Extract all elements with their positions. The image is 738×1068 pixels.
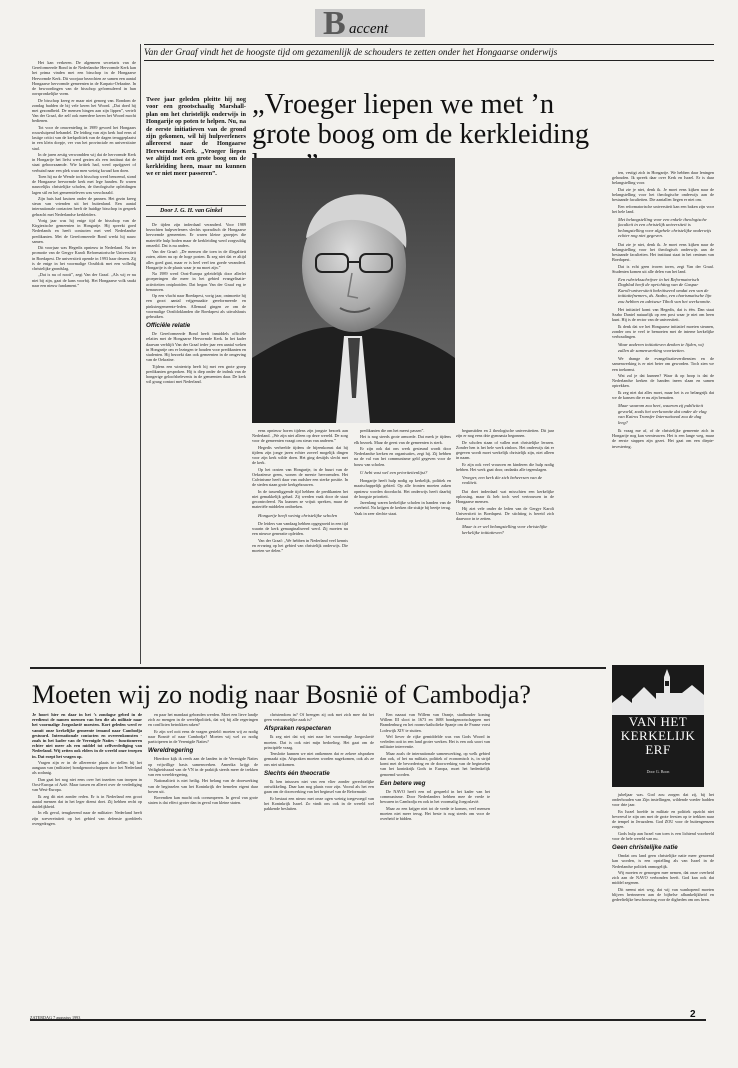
paragraph: Gods hulp aan Israel van toen is een lichtend voorbeeld voor de hele wereld van nu. [612,830,714,841]
paragraph: Een nazaat van Willem van Oranje, stadhouder koning Willem III sloot in 1673 en 1688 bondgenootschappen met Brandenburg en het rooms-katholieke Spanje om de Franse vorst Lodewijk XIV te stuiten. [380,712,490,733]
paragraph: Tijdens een wintertrip heeft hij met een grote groep predikanten gesproken. Hij is diep onder de indruk van de hongerige geloofsbelevenis in de gemeenten daar. De kerk wil graag contact met Nederland. [146,363,246,385]
paragraph: Hongarije heeft hulp nodig op kerkelijk, politiek en maatschappelijk gebied. Op alle fronten moeten zaken opnieuw worden doordacht. Het onderwijs heeft daarbij de hoogste prioriteit. [354,478,451,499]
paragraph: Dit neemt niet weg, dat wij van wanhopend moeten blijven herinneren aan de bijbelse afhankelijkheid en gedeeltelijke beschouwing voor de digheden om ons heen. [612,886,714,903]
paragraph: De scholen staan of vallen met christelijke leraren. Zonder hen is het hele werk zinloos. Het onderwijs dat er gegeven wordt moet werkelijk christelijk zijn, niet alleen in naam. [456,439,554,461]
middle-column-1 [146,222,246,662]
paragraph: Een reformatorische universiteit kan een baken zijn voor het hele land. [612,203,714,214]
paragraph: Na 1989 werd Oost-Europa geleidelijk door allerlei groeperingen die meer in het gebied evangelisatie-activiteiten ontplooiden. Dat begon Van der Graaf erg te benauwen. [146,271,246,292]
paragraph: Het initiatief komt van Hegedis, dat is één. Dan staat Szabo Daniel natuurlijk op een post waar je niet om heen kunt. Hij is de rector van de universiteit. [612,307,714,323]
paragraph: Hegedis verheelde tijdens de bijeenkomst dat hij tijdens zijn jonge jaren echter zoveel mogelijk dingen voor zijn kerk wilde doen. Het ging destijds slecht met de kerk. [252,444,348,466]
paragraph: Dat doet inderdaad wat misschien een kerkelijke oplossing, maar ik heb toch veel vertrouwen in de Hongaarse mensen. [456,488,554,505]
paragraph: Bovendien kan macht ook corrumperen. In geval van grote staten is dat effect groter dan in geval van kleine staten. [148,795,258,806]
paragraph: Dan gaat het nog niet eens over het inzetten van troepen in Oost-Europa of Azië. Maar tussen en allerei over de verdediging van West-Europa. [32,776,142,793]
paragraph: Hij ziet vele onder de leden van de Gergyr Karoli Universiteit in Boedapest. De stichting is bereid zich daarvoor in te zetten. [456,505,554,522]
paragraph: In de jaren zestig verwondden wij dat de hervormde Kerk in Hongarije het liefst werd gezien als een instituut dat de staat gehoorzaamde. Wie kritiek had, werd opzijgezet of verhuisd naar een plek waar men weinig kwaad kon doen. [32,152,136,173]
paragraph: De tijden zijn inderdaad veranderd. Voor 1989 bezochten hulpverleners slechts sporadisch de Hongaarse hervormde gemeenten. Er waren kleine groepjes die materiële hulp boden maar de kerkleiding werd zorgvuldig omzeild. Dat is nu anders. [146,222,246,248]
subheading: Wereldregering [148,747,194,755]
paragraph: Je hoort hier en daar in het ’s zondagse gebed in de eredienst de namen noemen van hen die als militair naar het voormalige Joegoslavië moesten. Kort geleden werd er vanuit onze kerkelijke gemeente iemand naar Cambodja gestuurd. Internationale contacten en overeenkomsten - zoals in het kader van de Verenigde Naties - functioneren echter niet meer als een middel tot zelfverdediging van Nederland. Wij zetten ook elders in de wereld onze troepen in. Dat roept het vragen op. [32,712,142,759]
footer-rule [30,1019,706,1021]
footer-date: ZATERDAG 7 augustus 1993 [30,1015,81,1020]
article2-column-4 [380,712,490,1012]
byline-rule [146,205,246,206]
paragraph: Vragen zijn er in de allereerste plaats te stellen bij het aangaan van (militaire) bondgenootschappen door het Nederland als zodanig. [32,760,142,776]
article2-column-2 [148,712,258,1012]
paragraph: en paar het mandaat gebonden werden. Moet een lieve landje zich zo mengen in de wereldpolitiek, dat wij bij alle regeringen en conflicten betrokken raken? [148,712,258,728]
portrait-photo [252,158,455,423]
pull-question: Vroeger, een kerk die zich beheersen van de realiteit. [462,475,543,486]
paragraph: Hierdoor kijk ik reeds aan de landen in de Verenigde Naties op vrijwillige basis samenwerken. Amerika krijgt de Veiligheidsraad van de VN in de praktijk steeds meer de trekken van een wereldregering. [148,756,258,778]
paragraph: Van der Graaf: „De mensen die toen in de illegaliteit zaten, zitten nu op de hoge posten. Ik zeg niet dat er altijd alles goed gaat, maar er is heel veel ten goede veranderd. Hongarije is de plaats waar je nu moet zijn.” [146,249,246,270]
paragraph: Nationaliteit is niet heilig. Het belang van de doorwerking van de beginselen van het Koninkrijk der hemelen eigent daar boven uit. [148,778,258,794]
paragraph: Ik zeg niet dat alles moet, maar het is zo belangrijk dat we de kansen die er nu zijn benutten. [612,389,714,401]
paragraph: Ik zeg niet dat wij niet naar het voormalige Joegoslavië moeten. Dat is ook niet mijn bedoeling. Het gaat om de principiële vraag. [264,734,374,750]
article2-column-5 [612,792,714,1012]
paragraph: Op een vlucht naar Boedapest, vorig jaar, ontmoette hij een groot aantal vrijgemaakte gereformeerde en pinkstergemeente-leden. Allemaal gingen ze om de voormalige Oostbloklanden die Boedapest als uitvalsbasis gebruiken. [146,293,246,320]
subheading: Een betere weg [380,779,426,787]
paragraph: ten, vestigt zich in Hongarije. We hebben daar leningen gehouden. Ik spreek daar over Kerk en Israel. Er is daar belangstelling voor. [612,170,714,186]
paragraph: Op het oosten van Hongarije, in de buurt van de Oekraïense grens, wonen de meeste hervormden. Het Calvinisme heeft daar van oudsher een sterke positie. In de steden staan grote kerkgebouwen. [252,466,348,488]
subheading: Officiële relatie [146,322,191,330]
article2-column-1 [32,712,142,1012]
accent-logo: B accent [315,9,425,49]
article-lead: Twee jaar geleden pleitte hij nog voor een grootschaalig Marshall-plan om het christelijk onderwijs in Hongarije op poten te helpen. Nu, na de eerste initiatieven van de grond zijn gekomen, wil hij hulpverleners allereerst naar de Hongaarse Hervormde Kerk. „Vroeger liepen we altijd met een grote boog om de kerkleiding heen, maar nu kunnen we er niet meer passeren”. [146,96,246,178]
paragraph: Tot voor de omwenteling in 1989 gevoed het Hongaars rouwsluipend behandel. De leiding van zijn kerk had eens al lastige critici van de kerkpolitiek van de dagen teruggeplaatst in een klein dorpje, ver van het provinciale en universitaire stad. [32,124,136,151]
pull-question: Maar waarom zou heet, waarom zij publiciteit gevoeld, zoals het werkcomite dat onder de vlag van Kairos Transfer International zou de dag leeg? [618,403,707,425]
paragraph: jubeljaar was. God zou zorgen dat zij, bij het onderhouden van Zijn instellingen, wildende voeder hadden voor drie jaar. [612,792,714,808]
paragraph: De leiders van vandaag hebben opgegroeid in een tijd waarin de kerk gemarginaliseerd werd. Zij moeten nu een nieuwe generatie opleiden. [252,521,348,537]
header-rule [144,44,714,45]
article2-title: Moeten wij zo nodig naar Bosnië of Cambodja? [32,680,531,709]
paragraph: Dit voorjaar was Hegedis opnieuw in Nederland. Nu ter promotie van de Gergyr Karoli Reformatorische Universiteit in Boedapest. De universiteit opende in 1993 haar deuren. Zij is de enige in het voormalige Oostblok met een volledig christelijke grondslag. [32,245,136,272]
paragraph: Wel liever de rijke gemiddelde was van Gods Woord in verleden ooit in een land groter werken. Het is een ook soort van militaire interventie. [380,734,490,750]
paragraph: Dat is echt geen ivoren toren, zegt Van der Graaf. Studenten komen uit alle delen van het land. [612,263,714,274]
paragraph: In elk geval, terugkerend naar de militaire: Nederland heeft zijn soevereiniteit op het gebied van defensie goeddeels overgedragen. [32,810,142,826]
paragraph: Wij moeten er genoegen mee nemen, dat onze overheid zich aan de NAVO verbonden heeft. God kan ook dat middel zegenen. [612,870,714,886]
church-silhouette-icon [612,665,704,715]
paragraph: Ik denk dat we het Hongaarse initiatief moeten steunen, zonder ons te veel te bemoeien met de interne kerkelijke verhoudingen. [612,323,714,340]
byline-rule-2 [146,216,246,217]
paragraph: Dat zie je niet, denk ik. Je moet eens kijken naar de belangstelling voor het theologische onderwijs aan de bestaande faculteiten. Die aantallen liegen er niet om. [612,186,714,203]
paragraph: Toen hij na de Wende toch bisschop werd benoemd, stond de Hongaarse hervormde kerk met lege handen. Er waren nauwelijks christelijke scholen, de theologische opleidingen lagen stil en het gemeenteleven was verschraald. [32,174,136,195]
page-number: 2 [690,1009,696,1020]
paragraph: Tenslotte kunnen we niet ontkennen dat er zekere afspraken gemaakt zijn. Afspraken moeten worden nagekomen, ook als ze ons niet uitkomen. [264,751,374,767]
pull-question: U hebt vast wel een prioriteitenlijst? [360,469,428,475]
paragraph: Maar zo een krijger niet tot de vrede te komen, veel mensen moeten niet meer terug. Het beste is nog steeds om voor de overheid te bidden. [380,805,490,822]
middle-column-4 [456,428,554,662]
column-divider [140,44,141,664]
pull-question: Maar is er wel belangstelling voor christelijke kerkelijke initiatieven? [462,524,548,535]
paragraph: Jarenlang waren kerkelijke scholen in handen van de overheid. Nu krijgen de kerken die stukje bij beetje terug. Vaak in zeer slechte staat. [354,500,451,516]
right-column [612,170,714,662]
pull-question: Met belangstelling voor een enkele theologische faculteit in een christelijk universiteit is belangstelling voor algehele christelijke onderwijs echter nog niet gegeven. [618,217,712,239]
paragraph: christendom in? Of brengen zij ook met zich mee dat het geen vertrouwelijke zaak is? [264,712,374,723]
paragraph: Dat zie je niet, denk ik. Je moet eens kijken naar de belangstelling voor het theologisch onderwijs aan de bestaande faculteiten. Het instituut staat in het centrum van Boedapest. [612,241,714,263]
paragraph: Ik zeg dit niet zonder reden. Er is in Nederland een groot aantal mensen dat in het leger dienst doet. Zij hebben recht op duidelijkheid. [32,793,142,810]
subheading: Slechts één theocratie [264,769,330,777]
paragraph: En Israel hoefde in militair en politiek opzicht niet bevreesd te zijn om met de grote feesten op te trekken naar de tempel in Jeruzalem. God ZOU voor de buitengrenzen zorgen. [612,808,714,830]
paragraph: De NAVO heeft een rol gespeeld in het kader van het communisme. Door Nederlanders hebben mee de vrede te bewaren in Cambodja en ook in het voormalig Joegoslavië. [380,788,490,805]
article-deck: Van der Graaf vindt het de hoogste tijd om gezamenlijk de schouders te zetten onder het Hongaarse onderwijs [144,48,558,58]
paragraph: eens opnieuw horen tijdens zijn jongste bezoek aan Nederland. „We zijn niet alleen op deze wereld. De zorg voor de gemeenten vraagt om steun van anderen.” [252,428,348,444]
paragraph: Er zijn ook veel vrouwen en kinderen die hulp nodig hebben. Het werk gaat door, ondanks alle tegenslagen. [456,461,554,472]
column-logo-box [612,665,704,787]
paragraph: In de tussenliggende tijd hebben de predikanten het niet gemakkelijk gehad. Zij werden vaak door de staat gecontroleerd. Nu kunnen ze vrijuit spreken, maar de materiële middelen ontbreken. [252,488,348,510]
paragraph: Zijn huis had kruisen onder de pannen. Het gezin kreeg steun van vrienden uit het buitenland. Een aantal internationale contacten heeft de huidige bisschop in gesprek gebracht met Nederlandse kerkleiders. [32,196,136,217]
paragraph: Er zijn ook dat ons werk gesteund wordt door Nederlandse kerken en organisaties, zegt hij. Zij hebben na de val van het communisme geld gegeven voor de bouw van scholen. [354,445,451,467]
pull-question: Waar anderen initiatieven denken te lijden, wij zullen de samenwerking voortzetten. [618,342,704,353]
paragraph: Er bestaat een nieuw met onze ogen weinig toegevoegd van het Koninkrijk Israel. Zo vindt ons ook in de wereld wel pakkende besluiten. [264,795,374,812]
article2-column-3 [264,712,374,1012]
byline: Door J. G. H. van Ginkel [160,208,223,214]
paragraph: predikanten die om het meest passen”. [360,428,425,433]
pull-question: Een rubrieksschrijver in het Reformatorisch Dagblad heeft de oprichting van de Gaspar Karoli-universiteit bekritiseerd omdat een van de initiatiefnemers, ds. Szabo, een charismatische lijn zou hebben en adviseur Tiboli van het werkcomite. [618,277,712,304]
paragraph: Het kan verkeren. De algemeen secretaris van de Gereformeerde Bond in de Nederlandse Hervormde Kerk kan het prima vinden met een bisschop in de Hongaarse Hervormde Kerk. Dit voorjaar bezochten ze samen een aantal Hongaarse hervormde gemeenten in de Karpato-Oekraïne. In de bewoordingen van de bisschop geformuleerd in hun oorspronkelijke vorm. [32,60,136,97]
paragraph: De Gereformeerde Bond heeft inmiddels officiële relaties met de Hongaarse Hervormde Kerk. In het kader daarvan verblijft Van der Graaf ieder jaar een aantal weken in Hongarije om er lezingen te houden voor predikanten en studenten. Hij bezoekt dan ook gemeenten in de omgeving van de Oekraïne. [146,331,246,363]
column-logo-byline: Door G. Boon [646,769,670,774]
section-rule [30,667,606,669]
paragraph: „Dat is nu of nooit”, zegt Van der Graaf. „Als wij er nu niet bij zijn, gaat de kans voorbij. Het Hongaarse volk snakt naar een nieuw fundament.” [32,272,136,288]
paragraph: Wat zal je dat kunnen? Waar ik op hoop is dat de Nederlandse kerken de handen ineen slaan en samen optrekken. [612,373,714,389]
paragraph: Van der Graaf: „We hebben in Nederland veel kennis en ervaring op het gebied van christelijk onderwijs. Die moeten we delen.” [252,537,348,554]
paragraph: Vorig jaar was hij enige tijd de bisschop van de Kirgiezische gemeenten in Hongarije. Hij spreekt goed Nederlands en heeft contacten met veel Nederlandse predikanten. Met de Gereformeerde Bond werkt hij nauw samen. [32,218,136,244]
middle-column-2 [252,428,348,662]
paragraph: Ik ben intussen niet van een vlier zonder gerechtelijke ontwikkeling. Daar kan nog plaats voor zijn. Vooral als het een gaan om de doorwerking van het beginsel van de Reformatie. [264,778,374,795]
paragraph: Het is nog steeds grote armoede. Dat merk je tijdens elk bezoek. Maar de geest van de gemeenten is sterk. [354,434,451,445]
paragraph: Ik vraag me af, of de christelijke gemeente zich in Hongarije nog kan vernieuwen. Het is een lange weg, maar de eerste stappen zijn gezet. Het gaat om een diepte-investering. [612,427,714,449]
paragraph: De bisschop kreeg er maar niet genoeg van. Rondom de zondag badden de bij vele keren het Woord. „Dat doed hij met gezondheid. De mensen hingen aan zijn lippen”, vertelt Van der Graaf, die zelf ook meerdere keren het Woord mocht bedienen. [32,97,136,124]
deck-rule [144,60,714,61]
middle-column-3 [354,428,451,662]
subheading: Afspraken respecteren [264,725,332,733]
paragraph: Maar zoals de internationale samenwerking, op welk gebied dan ook, of het nu militair, politiek of economisch is, in strijd komt met de bevordering en de doorwerking van de beginselen van het koninkrijk Gods in Europa, moet het bedenkelijk genoemd worden. [380,750,490,777]
paragraph: Er zijn wel ooit eens de vragen gesteld: moeten wij zo nodig naar Bosnië of naar Cambodja? Moeten wij wel zo nodig participeren in de Verenigde Naties? [148,728,258,745]
left-column [32,60,136,672]
subheading: Geen christelijke natie [612,844,678,852]
column-logo-text: VAN HET KERKELIJK ERF [620,714,696,757]
headline: „Vroeger liepen we met ’n grote boog om de kerkleiding [252,89,590,150]
paragraph: begunstiden en 2 theologische universiteiten. Dit jaar zijn er nog eens drie gymnasia begonnen. [456,428,554,439]
pull-question: Hongarije heeft weinig christelijke scholen [258,512,338,518]
paragraph: Omdat ons land geen christelijke natie meer genoemd kan worden, is een opstelling als van Israel in de Nederlandse politiek onmogelijk. [612,853,714,869]
paragraph: We drange de evangelisatieverdiensten en de samenwerking is er niet beter om geworden. Toch zien we een toekomst. [612,356,714,372]
